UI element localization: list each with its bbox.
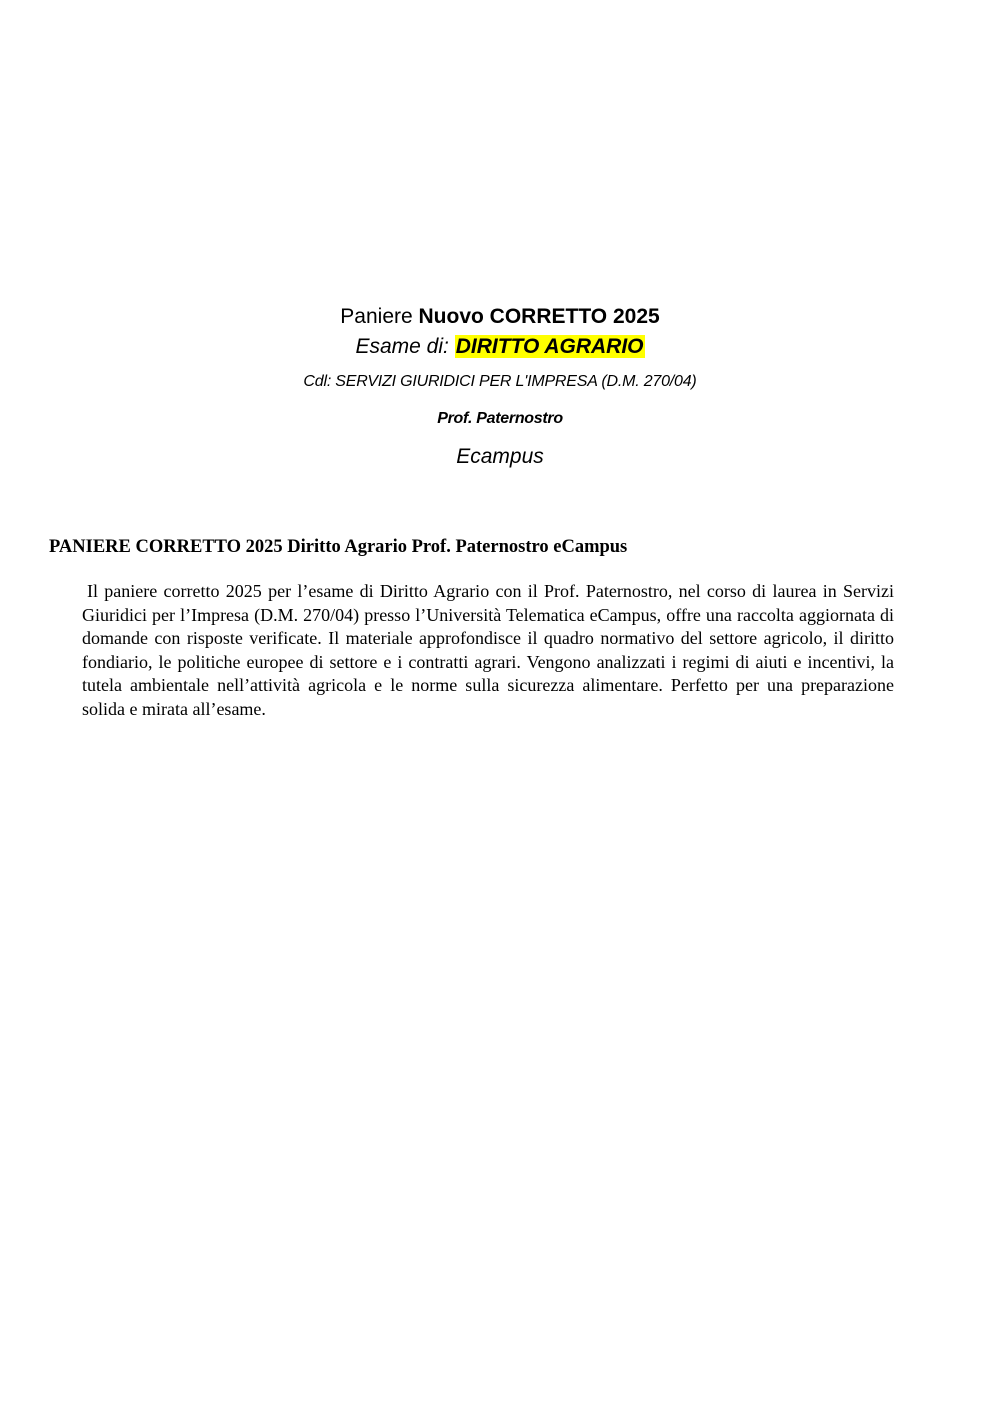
cover-title-strong: Nuovo CORRETTO 2025 — [418, 305, 660, 328]
exam-title — [0, 333, 1000, 361]
exam-subject-highlight: DIRITTO AGRARIO — [455, 335, 644, 358]
description-paragraph: Il paniere corretto 2025 per l’esame di Diritto Agrario con il Prof. Paternostro, nel corso di laurea in Servizi Giuridici per l’Impresa (D.M. 270/04) presso l’Università Telematica eCampus, offre una raccolta aggiornata di domande con risposte verificate. Il materiale approfondisce il quadro normativo del settore agricolo, il diritto fondiario, le politiche europee di settore e i contratti agrari. Vengono analizzati i regimi di aiuti e incentivi, la tutela ambientale nell’attività agricola e le norme sulla sicurezza alimentare. Perfetto per una preparazione solida e mirata all’esame. — [82, 581, 894, 719]
cover-title — [0, 303, 1000, 331]
university-line: Ecampus — [456, 445, 544, 468]
course-line: Cdl: SERVIZI GIURIDICI PER L'IMPRESA (D.M. 270/04) — [303, 373, 697, 390]
section-heading: PANIERE CORRETTO 2025 Diritto Agrario Prof. Paternostro eCampus — [49, 537, 628, 557]
cover-title-prefix: Paniere — [340, 305, 419, 328]
professor-line: Prof. Paternostro — [437, 410, 563, 427]
exam-title-prefix: Esame di: — [355, 335, 455, 358]
